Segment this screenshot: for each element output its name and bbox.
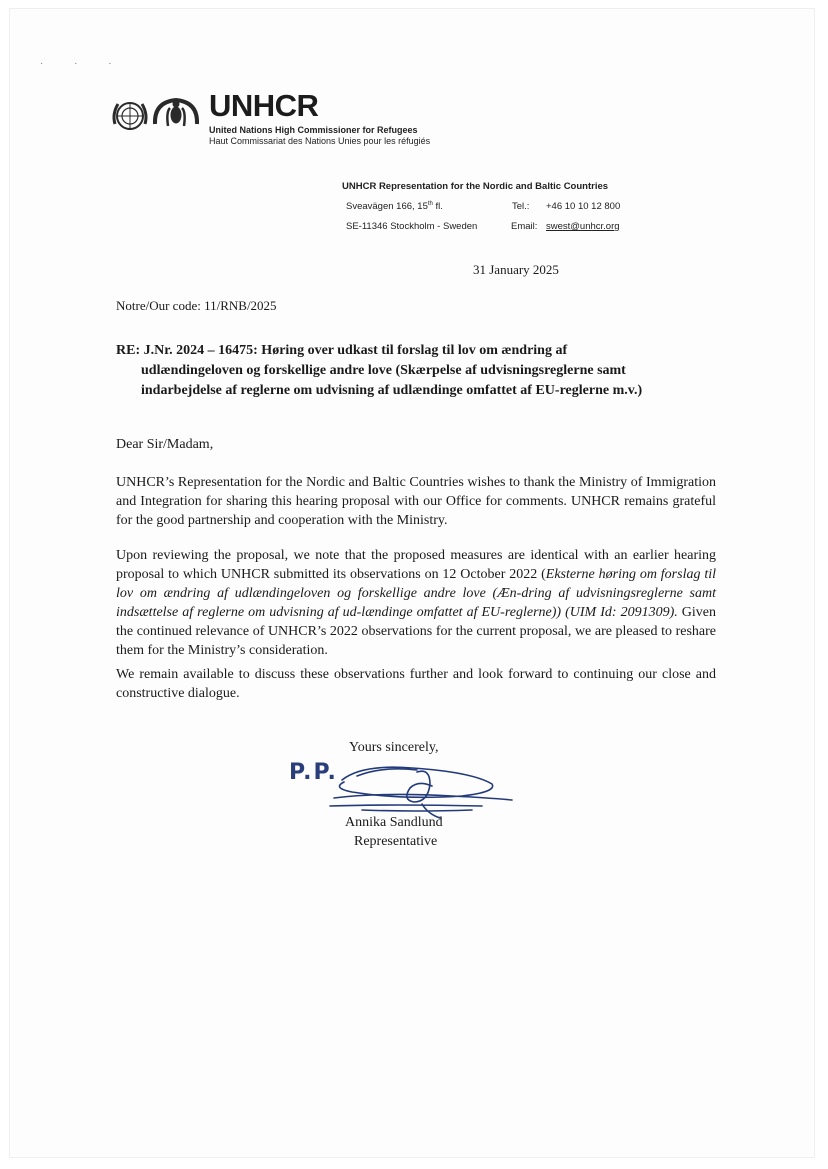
address-line-1: Sveavägen 166, 15th fl. xyxy=(346,201,443,213)
tel-label: Tel.: xyxy=(512,201,530,212)
refugee-emblem-icon xyxy=(155,100,197,126)
scan-specks: · · · xyxy=(40,58,126,69)
tel-value: +46 10 10 12 800 xyxy=(546,201,621,212)
paragraph-2 xyxy=(116,546,716,660)
pp-mark: P.P. xyxy=(289,760,338,785)
subject-line-1: RE: J.Nr. 2024 – 16475: Høring over udkast til forslag til lov om ændring af xyxy=(116,343,568,358)
paragraph-2-end: Given the continued relevance of UNHCR’s 2022 observations for the current proposal, we are pleased to reshare them for the Ministry’s consideration. xyxy=(116,605,716,658)
paragraph-2-start: Upon reviewing the proposal, we note that the proposed measures are identical with an earlier hearing proposal to which UNHCR submitted its observations on 12 October 2022 ( xyxy=(116,548,716,582)
brand-name-en: United Nations High Commissioner for Refugees xyxy=(209,125,418,135)
office-name: UNHCR Representation for the Nordic and Baltic Countries xyxy=(342,181,609,192)
reference-code: Notre/Our code: 11/RNB/2025 xyxy=(116,298,277,313)
address-line-2: SE-11346 Stockholm - Sweden xyxy=(346,221,478,232)
email-label: Email: xyxy=(511,221,538,232)
subject-line xyxy=(116,341,716,401)
paragraph-3: We remain available to discuss these observations further and look forward to continuing our close and constructive dialogue. xyxy=(116,667,716,701)
brand-name-fr: Haut Commissariat des Nations Unies pour les réfugiés xyxy=(209,136,431,146)
salutation: Dear Sir/Madam, xyxy=(116,437,214,452)
unhcr-logo-emblem xyxy=(110,94,206,138)
brand-name: UNHCR xyxy=(209,88,319,123)
signer-name: Annika Sandlund xyxy=(345,815,443,830)
paragraph-1: UNHCR’s Representation for the Nordic and Baltic Countries wishes to thank the Ministry of Immigration and Integration for sharing this hearing proposal with our Office for comments. UNHCR remains grateful for the good partnership and cooperation with the Ministry. xyxy=(116,475,716,528)
closing: Yours sincerely, xyxy=(349,740,439,755)
email-link[interactable]: swest@unhcr.org xyxy=(546,221,620,232)
signer-role: Representative xyxy=(354,834,438,849)
signature-icon xyxy=(322,758,522,820)
letter-date: 31 January 2025 xyxy=(473,262,559,277)
paragraph-2-italic: Eksterne høring om forslag til lov om ændring af udlændingeloven og forskellige andre love (Æn-dring af udvisningsreglerne samt indsættelse af reglerne om udvisning af ud-lændinge omfattet af EU-reglerne)) (UIM Id: 2091309). xyxy=(116,567,716,620)
un-emblem-icon xyxy=(114,103,146,129)
subject-line-3: indarbejdelse af reglerne om udvisning af udlændinge omfattet af EU-reglerne m.v.) xyxy=(141,383,643,398)
subject-line-2: udlændingeloven og forskellige andre love (Skærpelse af udvisningsreglerne samt xyxy=(141,363,626,378)
